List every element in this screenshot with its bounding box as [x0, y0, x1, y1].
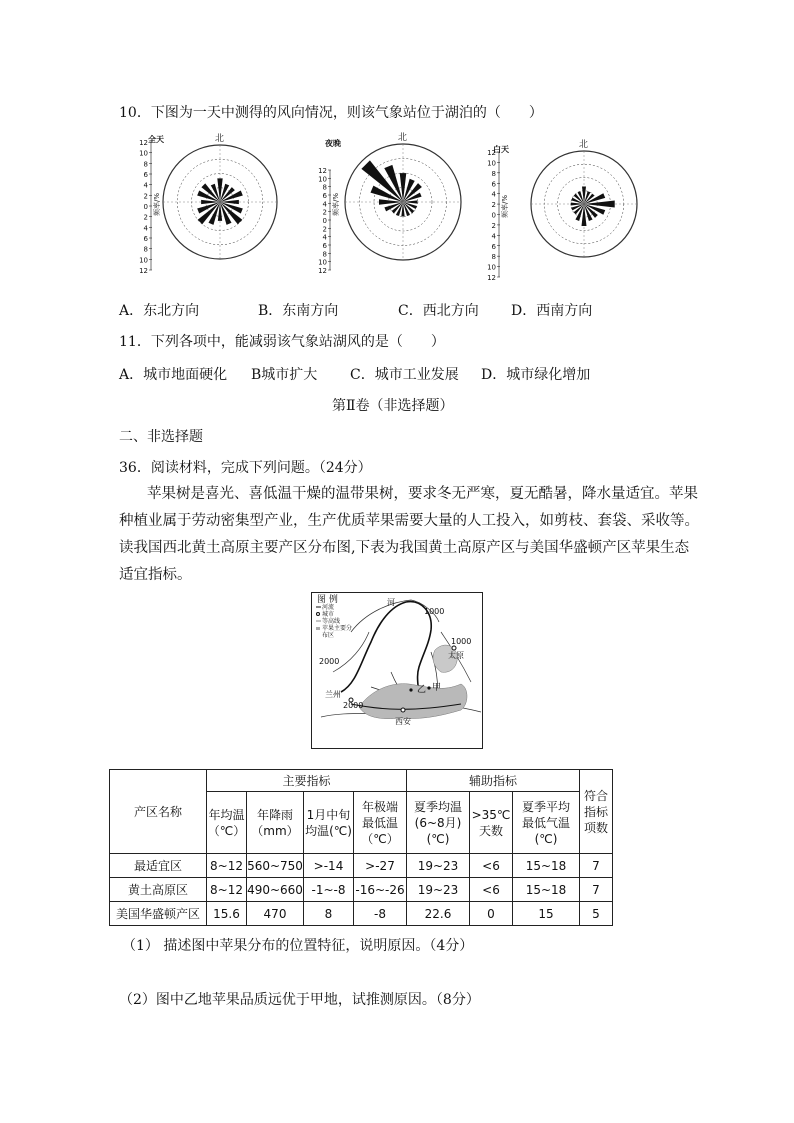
table-row: [110, 902, 613, 926]
sub-question-1: （1） 描述图中苹果分布的位置特征，说明原因。（4分）: [122, 938, 474, 954]
axis-tick-label: 4: [491, 232, 496, 241]
table-cell: >-27: [354, 854, 407, 878]
material-line-3: 读我国西北黄土高原主要产区分布图,下表为我国黄土高原产区与美国华盛顿产区苹果生态: [119, 540, 690, 556]
axis-tick-label: 0: [322, 217, 327, 225]
table-cell: <6: [470, 878, 513, 902]
section-title: 二、非选择题: [119, 429, 203, 445]
map-label-contour-1000b: 1000: [451, 637, 472, 646]
axis-tick-label: 8: [491, 169, 496, 178]
q11-option-c[interactable]: C．城市工业发展: [350, 367, 459, 383]
map-label-yi: 乙: [417, 685, 427, 695]
axis-title: 频率/%: [153, 192, 161, 216]
axis-tick-label: 10: [139, 256, 148, 265]
table-cell: <6: [470, 854, 513, 878]
col-header-hot-days: >35℃ 天数: [470, 792, 513, 854]
legend-item-apple-area: 苹果主要分: [322, 625, 353, 632]
table-cell: 8~12: [207, 878, 247, 902]
q11-option-a[interactable]: A．城市地面硬化: [119, 367, 228, 383]
table-cell: -8: [354, 902, 407, 926]
axis-tick-label: 2: [322, 225, 327, 234]
table-cell: 美国华盛顿产区: [110, 902, 207, 926]
map-label-he: 河: [387, 598, 395, 607]
map-legend-title: 图 例: [317, 595, 338, 605]
table-cell: >-14: [304, 854, 354, 878]
map-label-contour-2000a: 2000: [319, 657, 340, 666]
axis-tick-label: 4: [322, 233, 327, 242]
axis-tick-label: 8: [143, 160, 148, 169]
axis-tick-label: 12: [139, 139, 148, 147]
col-header-count: 符合 指标 项数: [580, 770, 613, 854]
table-cell: 22.6: [407, 902, 470, 926]
question-36-stem: 36．阅读材料，完成下列问题。（24分）: [119, 460, 372, 476]
table-cell: 最适宜区: [110, 854, 207, 878]
axis-tick-label: 8: [491, 253, 496, 262]
group-header-aux: 辅助指标: [407, 770, 580, 792]
col-header-summer-min: 夏季平均 最低气温 (℃): [513, 792, 580, 854]
table-row: [110, 854, 613, 878]
table-cell: -16~-26: [354, 878, 407, 902]
table-cell: 19~23: [407, 878, 470, 902]
table-cell: 8: [304, 902, 354, 926]
table-row: [110, 878, 613, 902]
axis-tick-label: 12: [487, 274, 496, 282]
table-cell: 黄土高原区: [110, 878, 207, 902]
rose-panel-label: 全天: [148, 135, 164, 144]
material-line-4: 适宜指标。: [119, 567, 192, 583]
wind-rose-day: [487, 138, 637, 282]
north-label: 北: [579, 140, 589, 150]
wind-rose-all-day: [139, 132, 277, 275]
col-header-annual-temp: 年均温 （℃）: [207, 792, 247, 854]
col-header-summer-temp: 夏季均温 (6~8月) (℃): [407, 792, 470, 854]
axis-tick-label: 12: [318, 167, 327, 175]
axis-tick-label: 6: [143, 171, 148, 179]
axis-tick-label: 6: [322, 242, 327, 250]
axis-tick-label: 4: [491, 190, 496, 199]
axis-tick-label: 6: [491, 242, 496, 251]
q10-option-b[interactable]: B．东南方向: [258, 303, 339, 319]
q11-option-d[interactable]: D．城市绿化增加: [481, 367, 591, 383]
axis-tick-label: 10: [487, 159, 496, 168]
table-cell: 15~18: [513, 854, 580, 878]
table-cell: 15.6: [207, 902, 247, 926]
map-label-contour-2000b: 2000: [343, 701, 364, 710]
axis-tick-label: 10: [139, 149, 148, 158]
question-11-stem: 11．下列各项中，能减弱该气象站湖风的是（ ）: [119, 334, 445, 350]
q10-option-d[interactable]: D．西南方向: [511, 303, 593, 319]
table-cell: 0: [470, 902, 513, 926]
table-cell: 560~750: [247, 854, 304, 878]
table-cell: 5: [580, 902, 613, 926]
map-label-jia: 甲: [432, 683, 442, 693]
q10-option-c[interactable]: C．西北方向: [398, 303, 479, 319]
table-cell: 7: [580, 878, 613, 902]
north-label: 北: [398, 133, 408, 143]
axis-tick-label: 4: [143, 181, 148, 190]
axis-tick-label: 4: [143, 224, 148, 233]
rose-panel-label: 白天: [493, 145, 509, 154]
axis-tick-label: 8: [143, 245, 148, 254]
part-2-title: 第Ⅱ卷（非选择题）: [332, 398, 454, 414]
map-label-contour-1000a: 1000: [424, 607, 445, 616]
axis-tick-label: 10: [318, 175, 327, 184]
q11-option-b[interactable]: B城市扩大: [251, 367, 318, 383]
axis-tick-label: 2: [143, 213, 148, 222]
table-cell: 7: [580, 854, 613, 878]
loess-plateau-map: [311, 592, 483, 749]
axis-tick-label: 10: [487, 263, 496, 272]
sub-question-2: （2）图中乙地苹果品质远优于甲地，试推测原因。（8分）: [119, 992, 480, 1008]
axis-tick-label: 6: [143, 235, 148, 243]
wind-rose-night: [318, 131, 461, 275]
axis-tick-label: 2: [491, 221, 496, 230]
axis-tick-label: 2: [322, 208, 327, 217]
question-10-stem: 10．下图为一天中测得的风向情况，则该气象站位于湖泊的（ ）: [119, 105, 543, 121]
rose-panel-label: 夜晚: [325, 139, 341, 148]
group-header-main: 主要指标: [207, 770, 407, 792]
table-cell: -1~-8: [304, 878, 354, 902]
axis-tick-label: 6: [491, 180, 496, 189]
table-cell: 15~18: [513, 878, 580, 902]
legend-item-contour: 等高线: [322, 618, 341, 625]
apple-ecology-table: [109, 769, 613, 926]
q10-option-a[interactable]: A．东北方向: [119, 303, 200, 319]
axis-tick-label: 12: [318, 267, 327, 275]
legend-item-river: 河流: [322, 604, 335, 611]
axis-tick-label: 4: [322, 200, 327, 209]
col-header-annual-rain: 年降雨 （mm）: [247, 792, 304, 854]
map-label-taiyuan: 太原: [448, 651, 464, 660]
col-header-region: 产区名称: [110, 770, 207, 854]
axis-tick-label: 0: [491, 211, 496, 220]
north-label: 北: [215, 134, 225, 144]
axis-tick-label: 10: [318, 258, 327, 267]
map-label-lanzhou: 兰州: [325, 690, 341, 699]
table-cell: 19~23: [407, 854, 470, 878]
col-header-extreme-min: 年极端 最低温 （℃）: [354, 792, 407, 854]
col-header-jan-temp: 1月中旬 均温(℃): [304, 792, 354, 854]
axis-tick-label: 0: [143, 203, 148, 211]
table-cell: 470: [247, 902, 304, 926]
legend-item-apple-area-2: 布区: [322, 632, 335, 639]
axis-tick-label: 8: [322, 183, 327, 192]
table-cell: 8~12: [207, 854, 247, 878]
axis-title: 频率/%: [332, 192, 340, 216]
axis-tick-label: 12: [139, 267, 148, 275]
axis-tick-label: 8: [322, 250, 327, 259]
material-line-2: 种植业属于劳动密集型产业，生产优质苹果需要大量的人工投入，如剪枝、套袋、采收等。: [119, 513, 699, 529]
axis-tick-label: 6: [322, 192, 327, 200]
axis-tick-label: 2: [491, 201, 496, 210]
wind-rose-figure: [120, 130, 650, 290]
legend-item-city: 城市: [322, 611, 335, 618]
map-label-xian: 西安: [395, 717, 411, 726]
axis-tick-label: 2: [143, 192, 148, 201]
table-cell: 490~660: [247, 878, 304, 902]
material-line-1: 苹果树是喜光、喜低温干燥的温带果树，要求冬无严寒，夏无酷暑，降水量适宜。苹果: [147, 486, 698, 502]
axis-title: 频率/%: [501, 194, 509, 218]
table-cell: 15: [513, 902, 580, 926]
axis-tick-label: 12: [487, 149, 496, 157]
